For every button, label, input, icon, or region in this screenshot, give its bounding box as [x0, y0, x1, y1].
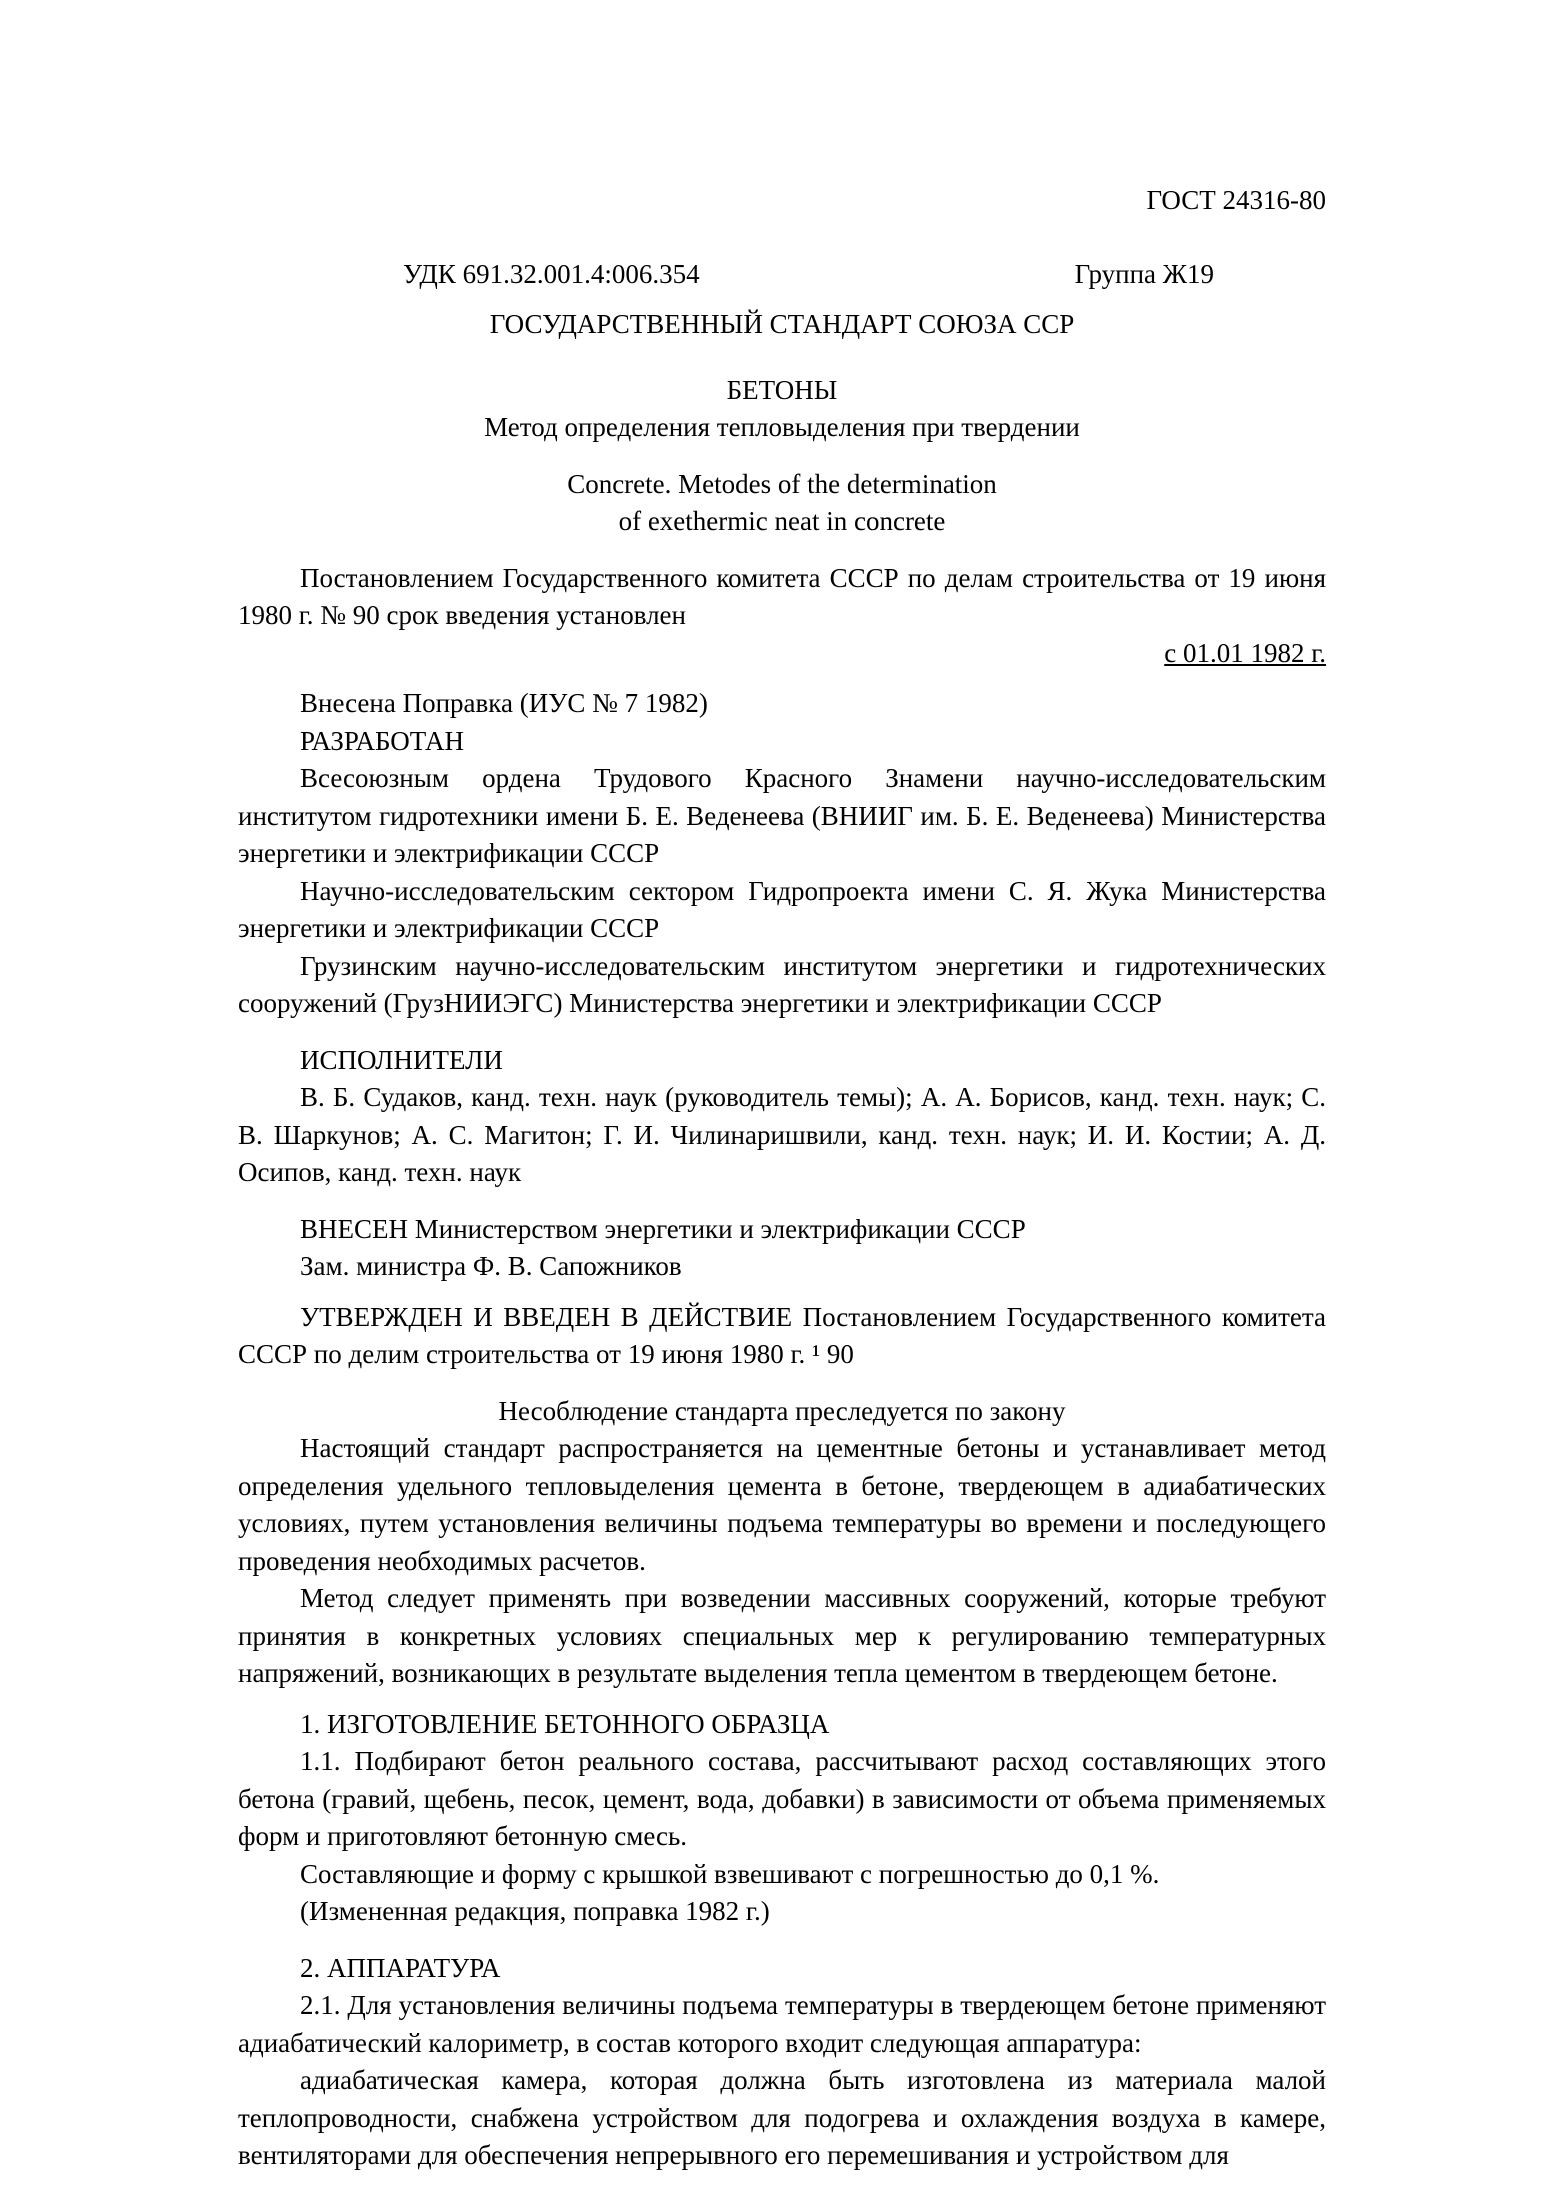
- effective-date-line: [238, 635, 1326, 673]
- title-english-line-1: Concrete. Metodes of the determination: [567, 468, 997, 499]
- executors-names: В. Б. Судаков, канд. техн. наук (руководитель темы); А. А. Борисов, канд. техн. наук; С. В. Шаркунов; А. С. Магитон; Г. И. Чилинаришвили, канд. техн. наук; И. И. Костии; А. Д. Осипов, канд. техн. наук: [238, 1082, 1326, 1187]
- scope-paragraph-1: Настоящий стандарт распространяется на цементные бетоны и устанавливает метод определения удельного тепловыделения цемента в бетоне, твердеющем в адиабатических условиях, путем установления величины подъема температуры во времени и последующего проведения необходимых расчетов.: [238, 1433, 1326, 1576]
- document-subtitle: Метод определения тепловыделения при твердении: [484, 412, 1080, 442]
- developed-org-1: Всесоюзным ордена Трудового Красного Знамени научно-исследовательским институтом гидротехники имени Б. Е. Веденеева (ВНИИГ им. Б. Е. Веденеева) Министерства энергетики и электрификации СССР: [238, 763, 1326, 868]
- title-english-line-2: of exethermic neat in concrete: [618, 506, 946, 536]
- decree-paragraph: Постановлением Государственного комитета СССР по делам строительства от 19 июня 1980 г. № 90 срок введения установлен: [238, 562, 1326, 630]
- law-notice: Несоблюдение стандарта преследуется по закону: [498, 1395, 1066, 1426]
- standard-ref: ГОСТ 24316-80: [1146, 185, 1326, 215]
- section-2-heading: 2. АППАРАТУРА: [300, 1952, 501, 1983]
- developed-org-2: Научно-исследовательским сектором Гидропроекта имени С. Я. Жука Министерства энергетики и электрификации СССР: [238, 875, 1326, 943]
- deputy-minister-line: Зам. министра Ф. В. Сапожников: [300, 1251, 682, 1281]
- section-1-paragraph-3: (Измененная редакция, поправка 1982 г.): [300, 1896, 770, 1926]
- approved-paragraph: УТВЕРЖДЕН И ВВЕДЕН В ДЕЙСТВИЕ Постановлением Государственного комитета СССР по делим строительства от 19 июня 1980 г. ¹ 90: [238, 1301, 1326, 1369]
- amendment-note: Внесена Поправка (ИУС № 7 1982): [300, 688, 708, 718]
- executors-heading: ИСПОЛНИТЕЛИ: [300, 1044, 503, 1075]
- group-code: Группа Ж19: [1074, 258, 1214, 289]
- section-1-paragraph-1: 1.1. Подбирают бетон реального состава, рассчитывают расход составляющих этого бетона (гравий, щебень, песок, цемент, вода, добавки) в зависимости от объема применяемых форм и приготовляют бетонную смесь.: [238, 1746, 1326, 1851]
- developed-org-3: Грузинским научно-исследовательским институтом энергетики и гидротехнических сооружений (ГрузНИИЭГС) Министерства энергетики и электрификации СССР: [238, 950, 1326, 1018]
- document-content: [238, 182, 1326, 2175]
- section-1-paragraph-2: Составляющие и форму с крышкой взвешивают с погрешностью до 0,1 %.: [300, 1858, 1160, 1889]
- section-2-paragraph-1: 2.1. Для установления величины подъема температуры в твердеющем бетоне применяют адиабатический калориметр, в состав которого входит следующая аппаратура:: [238, 1990, 1326, 2058]
- state-standard-title: ГОСУДАРСТВЕННЫЙ СТАНДАРТ СОЮЗА ССР: [489, 309, 1075, 339]
- document-title: БЕТОНЫ: [726, 374, 838, 405]
- scope-paragraph-2: Метод следует применять при возведении массивных сооружений, которые требуют принятия в конкретных условиях специальных мер к регулированию температурных напряжений, возникающих в результате выделения тепла цементом в твердеющем бетоне.: [238, 1583, 1326, 1688]
- section-1-heading: 1. ИЗГОТОВЛЕНИЕ БЕТОННОГО ОБРАЗЦА: [300, 1708, 830, 1739]
- udk-code: УДК 691.32.001.4:006.354: [403, 258, 700, 289]
- section-2-paragraph-2: адиабатическая камера, которая должна быть изготовлена из материала малой теплопроводности, снабжена устройством для подогрева и охлаждения воздуха в камере, вентиляторами для обеспечения непрерывного его перемешивания и устройством для: [238, 2065, 1326, 2170]
- effective-date: с 01.01 1982 г.: [1164, 637, 1326, 668]
- submitted-line: ВНЕСЕН Министерством энергетики и электрификации СССР: [300, 1213, 1026, 1244]
- developed-heading: РАЗРАБОТАН: [300, 725, 464, 756]
- udk-group-row: [238, 256, 1326, 294]
